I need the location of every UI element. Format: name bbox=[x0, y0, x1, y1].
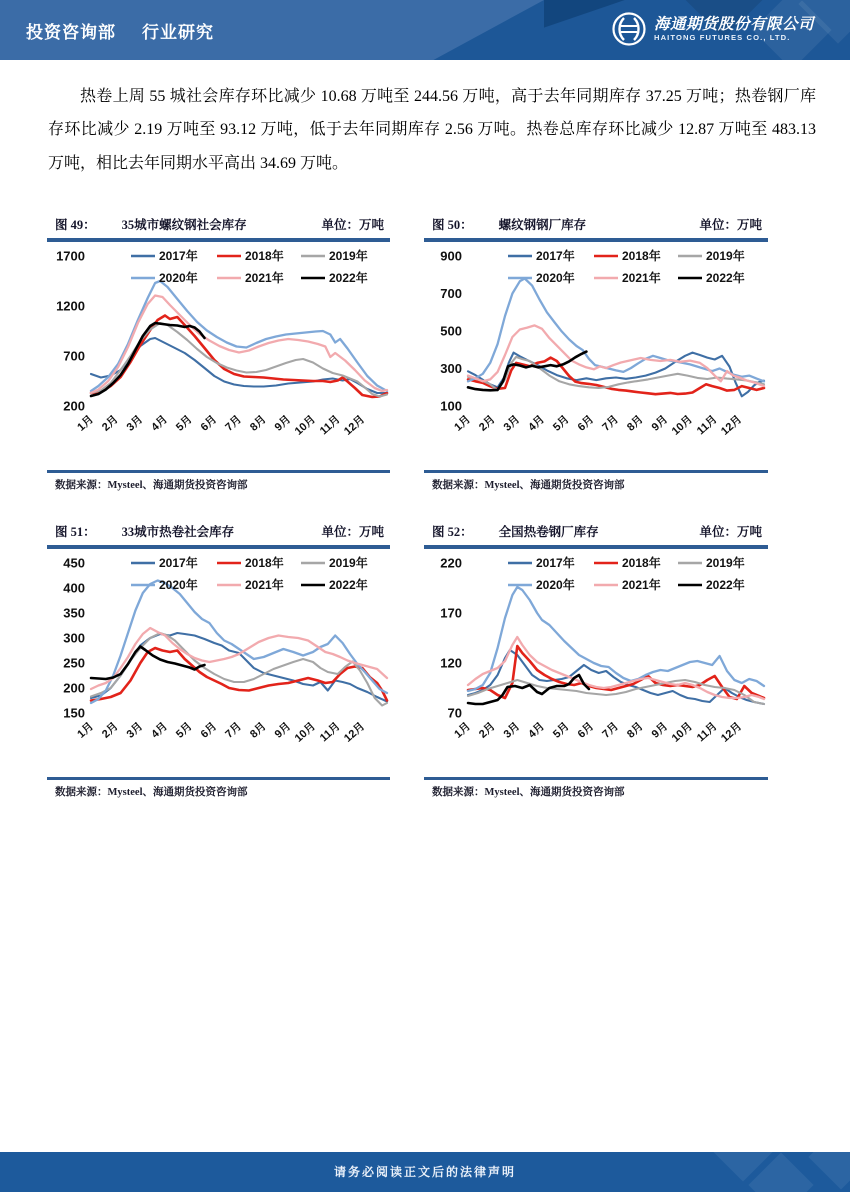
x-axis-tick: 9月 bbox=[649, 413, 671, 434]
x-axis-tick: 8月 bbox=[624, 720, 646, 741]
x-axis-tick: 8月 bbox=[247, 720, 269, 741]
x-axis-tick: 10月 bbox=[292, 413, 319, 438]
x-axis-tick: 2月 bbox=[476, 720, 498, 741]
y-axis-tick: 400 bbox=[63, 580, 85, 596]
chart-title-row bbox=[424, 213, 768, 242]
company-name bbox=[654, 16, 814, 43]
x-axis-tick: 10月 bbox=[292, 720, 319, 745]
section-label: 行业研究 bbox=[142, 23, 214, 42]
data-source: 数据来源：Mysteel、海通期货投资咨询部 bbox=[424, 470, 768, 492]
legend-item bbox=[131, 577, 198, 592]
legend-item bbox=[131, 555, 198, 570]
x-axis-tick: 2月 bbox=[99, 720, 121, 741]
line-chart bbox=[47, 242, 390, 468]
legend-label: 2017年 bbox=[159, 249, 198, 263]
legend-label: 2018年 bbox=[245, 556, 284, 570]
x-axis-tick: 10月 bbox=[669, 720, 696, 745]
legend-item bbox=[678, 270, 745, 285]
y-axis-tick: 300 bbox=[440, 361, 462, 376]
chart-svg bbox=[424, 242, 767, 468]
x-axis-tick: 10月 bbox=[669, 413, 696, 438]
legend-label: 2021年 bbox=[245, 578, 284, 592]
legend-item bbox=[678, 555, 745, 570]
legend-label: 2018年 bbox=[622, 249, 661, 263]
x-axis-tick: 5月 bbox=[173, 720, 195, 741]
legend-item bbox=[217, 248, 284, 263]
line-chart bbox=[424, 242, 768, 468]
legend-label: 2019年 bbox=[706, 249, 745, 263]
legend-item bbox=[301, 555, 368, 570]
figure-number: 图 52： bbox=[432, 525, 473, 539]
header-bar bbox=[0, 0, 850, 60]
legend-item bbox=[594, 248, 661, 263]
figure-title: 35城市螺纹钢社会库存 bbox=[121, 218, 247, 232]
legend-label: 2021年 bbox=[622, 271, 661, 285]
company-logo bbox=[611, 11, 814, 47]
legend-label: 2020年 bbox=[159, 271, 198, 285]
legend-item bbox=[131, 248, 198, 263]
y-axis-tick: 120 bbox=[440, 655, 462, 671]
x-axis-tick: 4月 bbox=[526, 720, 548, 741]
company-name-en: HAITONG FUTURES CO., LTD. bbox=[653, 33, 791, 43]
chart-block-fig49 bbox=[47, 213, 390, 492]
legend-item bbox=[131, 270, 198, 285]
x-axis-tick: 2月 bbox=[99, 413, 121, 434]
figure-unit: 单位：万吨 bbox=[699, 218, 762, 232]
x-axis-tick: 4月 bbox=[149, 413, 171, 434]
y-axis-tick: 170 bbox=[440, 605, 462, 621]
legend-item bbox=[217, 577, 284, 592]
x-axis-tick: 6月 bbox=[198, 720, 220, 741]
chart-svg bbox=[424, 549, 767, 775]
legend-label: 2019年 bbox=[329, 249, 368, 263]
legend-item bbox=[594, 270, 661, 285]
x-axis-tick: 12月 bbox=[341, 413, 368, 438]
series-line-2021年 bbox=[91, 628, 387, 689]
x-axis-tick: 11月 bbox=[694, 720, 720, 745]
footer-bar bbox=[0, 1152, 850, 1192]
chart-block-fig51 bbox=[47, 520, 390, 799]
x-axis-tick: 1月 bbox=[75, 413, 97, 434]
data-source: 数据来源：Mysteel、海通期货投资咨询部 bbox=[424, 777, 768, 799]
x-axis-tick: 3月 bbox=[501, 413, 523, 434]
summary-paragraph: 热卷上周 55 城社会库存环比减少 10.68 万吨至 244.56 万吨，高于去年同期库存 37.25 万吨；热卷钢厂库存环比减少 2.19 万吨至 93.12 万吨，低于去年同期库存 2.56 万吨。热卷总库存环比减少 12.87 万吨至 483.13 万吨，相比去年同期水平高出 34.69 万吨。 bbox=[48, 88, 816, 172]
x-axis-tick: 12月 bbox=[718, 413, 745, 438]
legend-item bbox=[301, 270, 368, 285]
x-axis-tick: 1月 bbox=[75, 720, 97, 741]
legend-label: 2020年 bbox=[159, 578, 198, 592]
x-axis-tick: 6月 bbox=[575, 720, 597, 741]
chart-title-row bbox=[47, 213, 390, 242]
x-axis-tick: 11月 bbox=[317, 720, 343, 745]
y-axis-tick: 1700 bbox=[56, 248, 85, 264]
x-axis-tick: 6月 bbox=[198, 413, 220, 434]
data-source: 数据来源：Mysteel、海通期货投资咨询部 bbox=[47, 777, 390, 799]
x-axis-tick: 12月 bbox=[341, 720, 368, 745]
y-axis-tick: 150 bbox=[63, 705, 85, 721]
y-axis-tick: 70 bbox=[447, 705, 462, 721]
legend-item bbox=[508, 577, 575, 592]
legend-label: 2017年 bbox=[536, 249, 575, 263]
y-axis-tick: 350 bbox=[63, 605, 85, 621]
x-axis-tick: 7月 bbox=[600, 413, 622, 434]
legend-label: 2017年 bbox=[536, 556, 575, 570]
chart-block-fig50 bbox=[424, 213, 768, 492]
chart-title-row bbox=[424, 520, 768, 549]
x-axis-tick: 9月 bbox=[649, 720, 671, 741]
legend-label: 2020年 bbox=[536, 578, 575, 592]
chart-svg bbox=[47, 242, 390, 468]
x-axis-tick: 5月 bbox=[173, 413, 195, 434]
x-axis-tick: 7月 bbox=[600, 720, 622, 741]
legend-item bbox=[301, 248, 368, 263]
y-axis-tick: 100 bbox=[440, 398, 462, 414]
y-axis-tick: 200 bbox=[63, 398, 85, 414]
legend-label: 2022年 bbox=[329, 578, 368, 592]
x-axis-tick: 1月 bbox=[452, 720, 474, 741]
x-axis-tick: 2月 bbox=[476, 413, 498, 434]
figure-number: 图 49： bbox=[55, 218, 96, 232]
series-line-2020年 bbox=[91, 581, 387, 704]
legend-label: 2021年 bbox=[245, 271, 284, 285]
x-axis-tick: 7月 bbox=[223, 413, 245, 434]
x-axis-tick: 6月 bbox=[575, 413, 597, 434]
x-axis-tick: 4月 bbox=[149, 720, 171, 741]
x-axis-tick: 3月 bbox=[501, 720, 523, 741]
figure-title: 33城市热卷社会库存 bbox=[121, 525, 235, 539]
legend-item bbox=[217, 270, 284, 285]
figure-title: 螺纹钢钢厂库存 bbox=[498, 218, 587, 232]
legend-label: 2018年 bbox=[245, 249, 284, 263]
y-axis-tick: 300 bbox=[63, 630, 85, 646]
legend-item bbox=[594, 577, 661, 592]
line-chart bbox=[424, 549, 768, 775]
x-axis-tick: 12月 bbox=[718, 720, 745, 745]
chart-title-row bbox=[47, 520, 390, 549]
legend-label: 2019年 bbox=[706, 556, 745, 570]
figure-unit: 单位：万吨 bbox=[321, 525, 384, 539]
y-axis-tick: 900 bbox=[440, 248, 462, 264]
y-axis-tick: 1200 bbox=[56, 298, 85, 314]
legend-label: 2017年 bbox=[159, 556, 198, 570]
x-axis-tick: 3月 bbox=[124, 413, 146, 434]
haitong-logo-icon bbox=[611, 11, 647, 47]
x-axis-tick: 8月 bbox=[247, 413, 269, 434]
y-axis-tick: 500 bbox=[440, 323, 462, 339]
figure-number: 图 50： bbox=[432, 218, 473, 232]
y-axis-tick: 200 bbox=[63, 680, 85, 696]
legend-label: 2021年 bbox=[622, 578, 661, 592]
figure-number: 图 51： bbox=[55, 525, 96, 539]
legend-label: 2018年 bbox=[622, 556, 661, 570]
legend-label: 2022年 bbox=[329, 271, 368, 285]
figure-unit: 单位：万吨 bbox=[321, 218, 384, 232]
legend-label: 2022年 bbox=[706, 578, 745, 592]
chart-svg bbox=[47, 549, 390, 775]
charts-grid bbox=[47, 213, 768, 799]
legend-item bbox=[594, 555, 661, 570]
disclaimer-text: 请务必阅读正文后的法律声明 bbox=[333, 1165, 516, 1179]
legend-item bbox=[301, 577, 368, 592]
legend-item bbox=[678, 248, 745, 263]
x-axis-tick: 9月 bbox=[272, 413, 294, 434]
y-axis-tick: 700 bbox=[63, 348, 85, 364]
line-chart bbox=[47, 549, 390, 775]
x-axis-tick: 11月 bbox=[694, 413, 720, 438]
legend-item bbox=[217, 555, 284, 570]
department-label: 投资咨询部 bbox=[26, 23, 116, 42]
y-axis-tick: 220 bbox=[440, 555, 462, 571]
legend-item bbox=[508, 555, 575, 570]
chart-block-fig52 bbox=[424, 520, 768, 799]
x-axis-tick: 5月 bbox=[550, 413, 572, 434]
company-name-cn: 海通期货股份有限公司 bbox=[653, 15, 814, 33]
data-source: 数据来源：Mysteel、海通期货投资咨询部 bbox=[47, 470, 390, 492]
y-axis-tick: 450 bbox=[63, 555, 85, 571]
x-axis-tick: 9月 bbox=[272, 720, 294, 741]
header-title bbox=[26, 18, 214, 43]
legend-item bbox=[508, 248, 575, 263]
x-axis-tick: 11月 bbox=[317, 413, 343, 438]
figure-title: 全国热卷钢厂库存 bbox=[498, 525, 599, 539]
x-axis-tick: 3月 bbox=[124, 720, 146, 741]
figure-unit: 单位：万吨 bbox=[699, 525, 762, 539]
legend-label: 2019年 bbox=[329, 556, 368, 570]
y-axis-tick: 250 bbox=[63, 655, 85, 671]
legend-label: 2020年 bbox=[536, 271, 575, 285]
series-line-2019年 bbox=[468, 357, 764, 390]
legend-item bbox=[678, 577, 745, 592]
x-axis-tick: 7月 bbox=[223, 720, 245, 741]
x-axis-tick: 4月 bbox=[526, 413, 548, 434]
x-axis-tick: 1月 bbox=[452, 413, 474, 434]
y-axis-tick: 700 bbox=[440, 286, 462, 301]
x-axis-tick: 5月 bbox=[550, 720, 572, 741]
x-axis-tick: 8月 bbox=[624, 413, 646, 434]
legend-label: 2022年 bbox=[706, 271, 745, 285]
